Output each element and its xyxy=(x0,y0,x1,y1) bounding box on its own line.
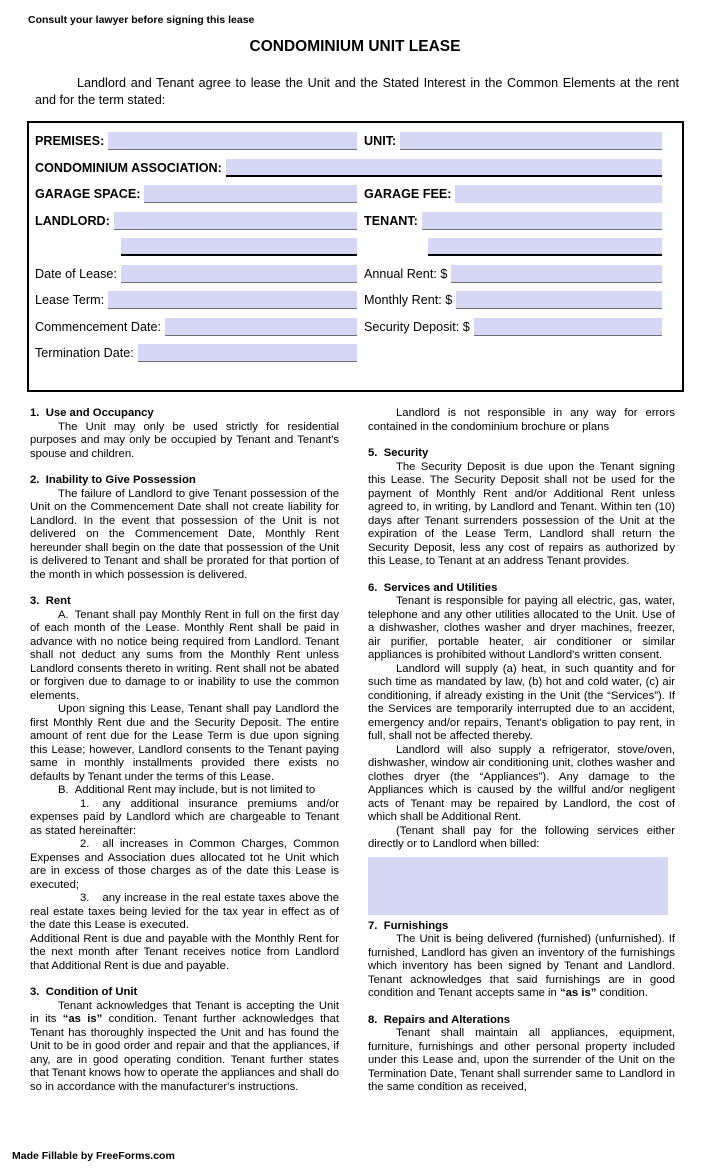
condo-association-field[interactable] xyxy=(226,159,662,177)
condition-of-unit-paragraph xyxy=(30,1000,339,1095)
item-text: any additional insurance premiums and/or expenses paid by Landlord which are chargeable to Tenant as stated hereinafter: xyxy=(30,797,339,837)
tenant-label: TENANT: xyxy=(364,213,418,228)
made-fillable-credit: Made Fillable by FreeForms.com xyxy=(12,1150,175,1162)
landlord-label: LANDLORD: xyxy=(35,213,110,228)
lease-details-box xyxy=(27,121,684,392)
annual-rent-label: Annual Rent: $ xyxy=(364,266,448,281)
premises-label: PREMISES: xyxy=(35,134,105,148)
commencement-date-field[interactable] xyxy=(165,318,357,336)
lease-term-label: Lease Term: xyxy=(35,293,105,307)
right-column xyxy=(368,407,675,1095)
section-heading-inability-possession: 2. Inability to Give Possession xyxy=(30,474,196,486)
tenant-field[interactable] xyxy=(422,212,662,230)
services-paragraph-1: Tenant is responsible for paying all electric, gas, water, telephone and any other utilities allocated to the Unit. Use of a dishwasher, clothes washer and dryer machines, freezer, air purifier, portable heater, air conditioner or similar appliances is prohibited without Landlord's written consent. xyxy=(368,595,675,661)
item-text: Additional Rent may include, but is not limited to xyxy=(74,784,316,796)
form-row-date-annualrent xyxy=(35,265,662,283)
use-occupancy-paragraph: The Unit may only be used strictly for residential purposes and may only be occupied by Tenant and Tenant's spouse and children. xyxy=(30,420,339,460)
item-letter: B. xyxy=(58,784,69,796)
paragraph-text: The Unit is being delivered (furnished) (unfurnished). If furnished, Landlord has given an inventory of the furnishings which inventory has been signed by Tenant and Landlord. Tenant acknowledges that said furnishings are in good condition and Tenant accepts same in xyxy=(368,933,675,999)
date-of-lease-label: Date of Lease: xyxy=(35,266,117,281)
section-heading-furnishings: 7. Furnishings xyxy=(368,919,449,932)
section-heading-rent: 3. Rent xyxy=(30,595,71,607)
garage-space-field[interactable] xyxy=(144,185,357,203)
form-row-premises-unit xyxy=(35,132,662,150)
additional-rent-item-3 xyxy=(30,892,339,933)
additional-rent-item-2 xyxy=(30,838,339,892)
additional-rent-item-1 xyxy=(30,798,339,839)
paragraph-text: Tenant acknowledges that Tenant is accepting the Unit in its xyxy=(30,999,339,1025)
services-fillin-field[interactable] xyxy=(368,857,668,915)
services-paragraph-4: (Tenant shall pay for the following services either directly or to Landlord when billed: xyxy=(368,824,675,850)
tenant-field-line2[interactable] xyxy=(428,238,662,256)
item-number: 3. xyxy=(80,892,90,904)
date-of-lease-field[interactable] xyxy=(121,265,357,283)
section-heading-services-utilities: 6. Services and Utilities xyxy=(368,581,498,594)
form-row-landlord-tenant-line2 xyxy=(35,238,662,256)
paragraph-text: condition. xyxy=(596,987,648,999)
as-is-bold-text: “as is” xyxy=(559,987,597,999)
section-heading-condition-of-unit: 3. Condition of Unit xyxy=(30,986,138,998)
additional-rent-due-paragraph: Additional Rent is due and payable with the Monthly Rent for the next month after Tenant receives notice from Landlord that Additional Rent is due and payable. xyxy=(30,932,339,972)
page-title: CONDOMINIUM UNIT LEASE xyxy=(249,38,461,55)
security-deposit-label: Security Deposit: $ xyxy=(364,319,470,334)
paragraph-text: condition. Tenant further acknowledges that Tenant has thoroughly inspected the Unit and has found the Unit to be in good order and repair and that the appliances, if any, are in good operating condition. Tenant further states that Tenant knows how to operate the appliances and shall do so in accordance with the manufacturer's instructions. xyxy=(30,1013,339,1093)
form-row-landlord-tenant xyxy=(35,212,662,230)
premises-field[interactable] xyxy=(108,132,357,150)
item-text: Tenant shall pay Monthly Rent in full on the first day of each month of the Lease. Monthly Rent shall be paid in advance with no notice being required from Landlord. Tenant shall not deduct any sums from the Monthly Rent unless Landlord consents thereto in writing. Rent shall not be abated or forgiven due to damage to or inability to use the common elements. xyxy=(30,608,339,702)
form-row-garage xyxy=(35,185,662,203)
monthly-rent-field[interactable] xyxy=(456,291,662,309)
item-number: 1. xyxy=(80,797,90,810)
unit-field[interactable] xyxy=(400,132,662,150)
rent-paragraph-a xyxy=(30,609,339,704)
section-heading-security: 5. Security xyxy=(368,447,429,459)
garage-fee-label: GARAGE FEE: xyxy=(364,187,452,201)
rent-paragraph-b xyxy=(30,784,339,798)
lawyer-warning-note: Consult your lawyer before signing this lease xyxy=(28,14,255,26)
form-row-term-monthlyrent xyxy=(35,291,662,309)
item-text: any increase in the real estate taxes above the real estate taxes being levied for the tax year in effect as of the date this Lease is executed. xyxy=(30,892,339,931)
landlord-field[interactable] xyxy=(114,212,357,230)
security-paragraph: The Security Deposit is due upon the Tenant signing this Lease. The Security Deposit shall not be used for the payment of Monthly Rent and/or Additional Rent unless agreed to, in writing, by Landlord and Tenant. Within ten (10) days after Tenant surrenders possession of the Unit at the expiration of the Lease Term, Landlord shall return the Security Deposit, less any cost of repairs as authorized by this Lease, to Tenant at an address Tenant provides. xyxy=(368,460,675,567)
repairs-alterations-paragraph: Tenant shall maintain all appliances, equipment, furniture, furnishings and other personal property included under this Lease and, upon the surrender of the Unit on the Termination Date, Tenant shall surrender same to Landlord in the same condition as received, xyxy=(368,1027,675,1093)
item-letter: A. xyxy=(58,608,69,621)
services-paragraph-2: Landlord will supply (a) heat, in such quantity and for such time as mandated by law, (b) hot and cold water, (c) air conditioning, if already existing in the Unit (the “Services”). If the Services are temporarily interrupted due to an accident, emergency and/or repairs, Tenant's obligation to pay rent, in full, shall not be affected thereby. xyxy=(368,662,675,742)
form-row-condo-association xyxy=(35,159,662,177)
garage-fee-field[interactable] xyxy=(455,185,662,203)
section-heading-repairs-alterations: 8. Repairs and Alterations xyxy=(368,1013,511,1026)
unit-label: UNIT: xyxy=(364,134,397,148)
section-heading-use-occupancy: 1. Use and Occupancy xyxy=(30,407,154,419)
security-deposit-field[interactable] xyxy=(474,318,662,336)
landlord-field-line2[interactable] xyxy=(121,238,357,256)
rent-paragraph-signing: Upon signing this Lease, Tenant shall pay Landlord the first Monthly Rent due and the Security Deposit. The entire amount of rent due for the Lease Term is due upon signing this Lease; however, Landlord consents to the Tenant paying same in monthly installments provided there exists no defaults by Tenant under the terms of this Lease. xyxy=(30,703,339,783)
as-is-bold-text: “as is” xyxy=(62,1013,103,1025)
item-number: 2. xyxy=(80,838,90,850)
inability-possession-paragraph: The failure of Landlord to give Tenant possession of the Unit on the Commencement Date shall not create liability for Landlord. In the event that possession of the Unit is not delivered on the Commencement Date, Monthly Rent hereunder shall begin on the date that possession of the Unit is delivered to Tenant and shall be prorated for that portion of the month in which possession is delivered. xyxy=(30,487,339,581)
annual-rent-field[interactable] xyxy=(451,265,662,283)
lease-term-field[interactable] xyxy=(108,291,357,309)
form-row-termination xyxy=(35,344,662,362)
intro-paragraph: Landlord and Tenant agree to lease the Unit and the Stated Interest in the Common Elements at the rent and for the term stated: xyxy=(35,76,679,107)
termination-date-field[interactable] xyxy=(138,344,357,362)
item-text: all increases in Common Charges, Common Expenses and Association dues allocated tot he Unit which are in excess of those charges as of the date this Lease is executed; xyxy=(30,838,339,891)
commencement-date-label: Commencement Date: xyxy=(35,319,161,334)
furnishings-paragraph xyxy=(368,933,675,1001)
services-paragraph-3: Landlord will also supply a refrigerator, stove/oven, dishwasher, window air conditioning unit, clothes washer and clothes dryer (the “Appliances”). Any damage to the Appliances which is caused by the willful and/or negligent acts of Tenant may be repaired by Landlord, the cost of which shall be Additional Rent. xyxy=(368,743,675,823)
form-row-commencement-deposit xyxy=(35,318,662,336)
termination-date-label: Termination Date: xyxy=(35,346,134,360)
monthly-rent-label: Monthly Rent: $ xyxy=(364,293,453,307)
condo-association-label: CONDOMINIUM ASSOCIATION: xyxy=(35,160,222,175)
left-column xyxy=(30,407,339,1095)
garage-space-label: GARAGE SPACE: xyxy=(35,187,141,201)
lease-terms-body xyxy=(30,407,675,1095)
brochure-errors-paragraph: Landlord is not responsible in any way for errors contained in the condominium brochure or plans xyxy=(368,407,675,433)
